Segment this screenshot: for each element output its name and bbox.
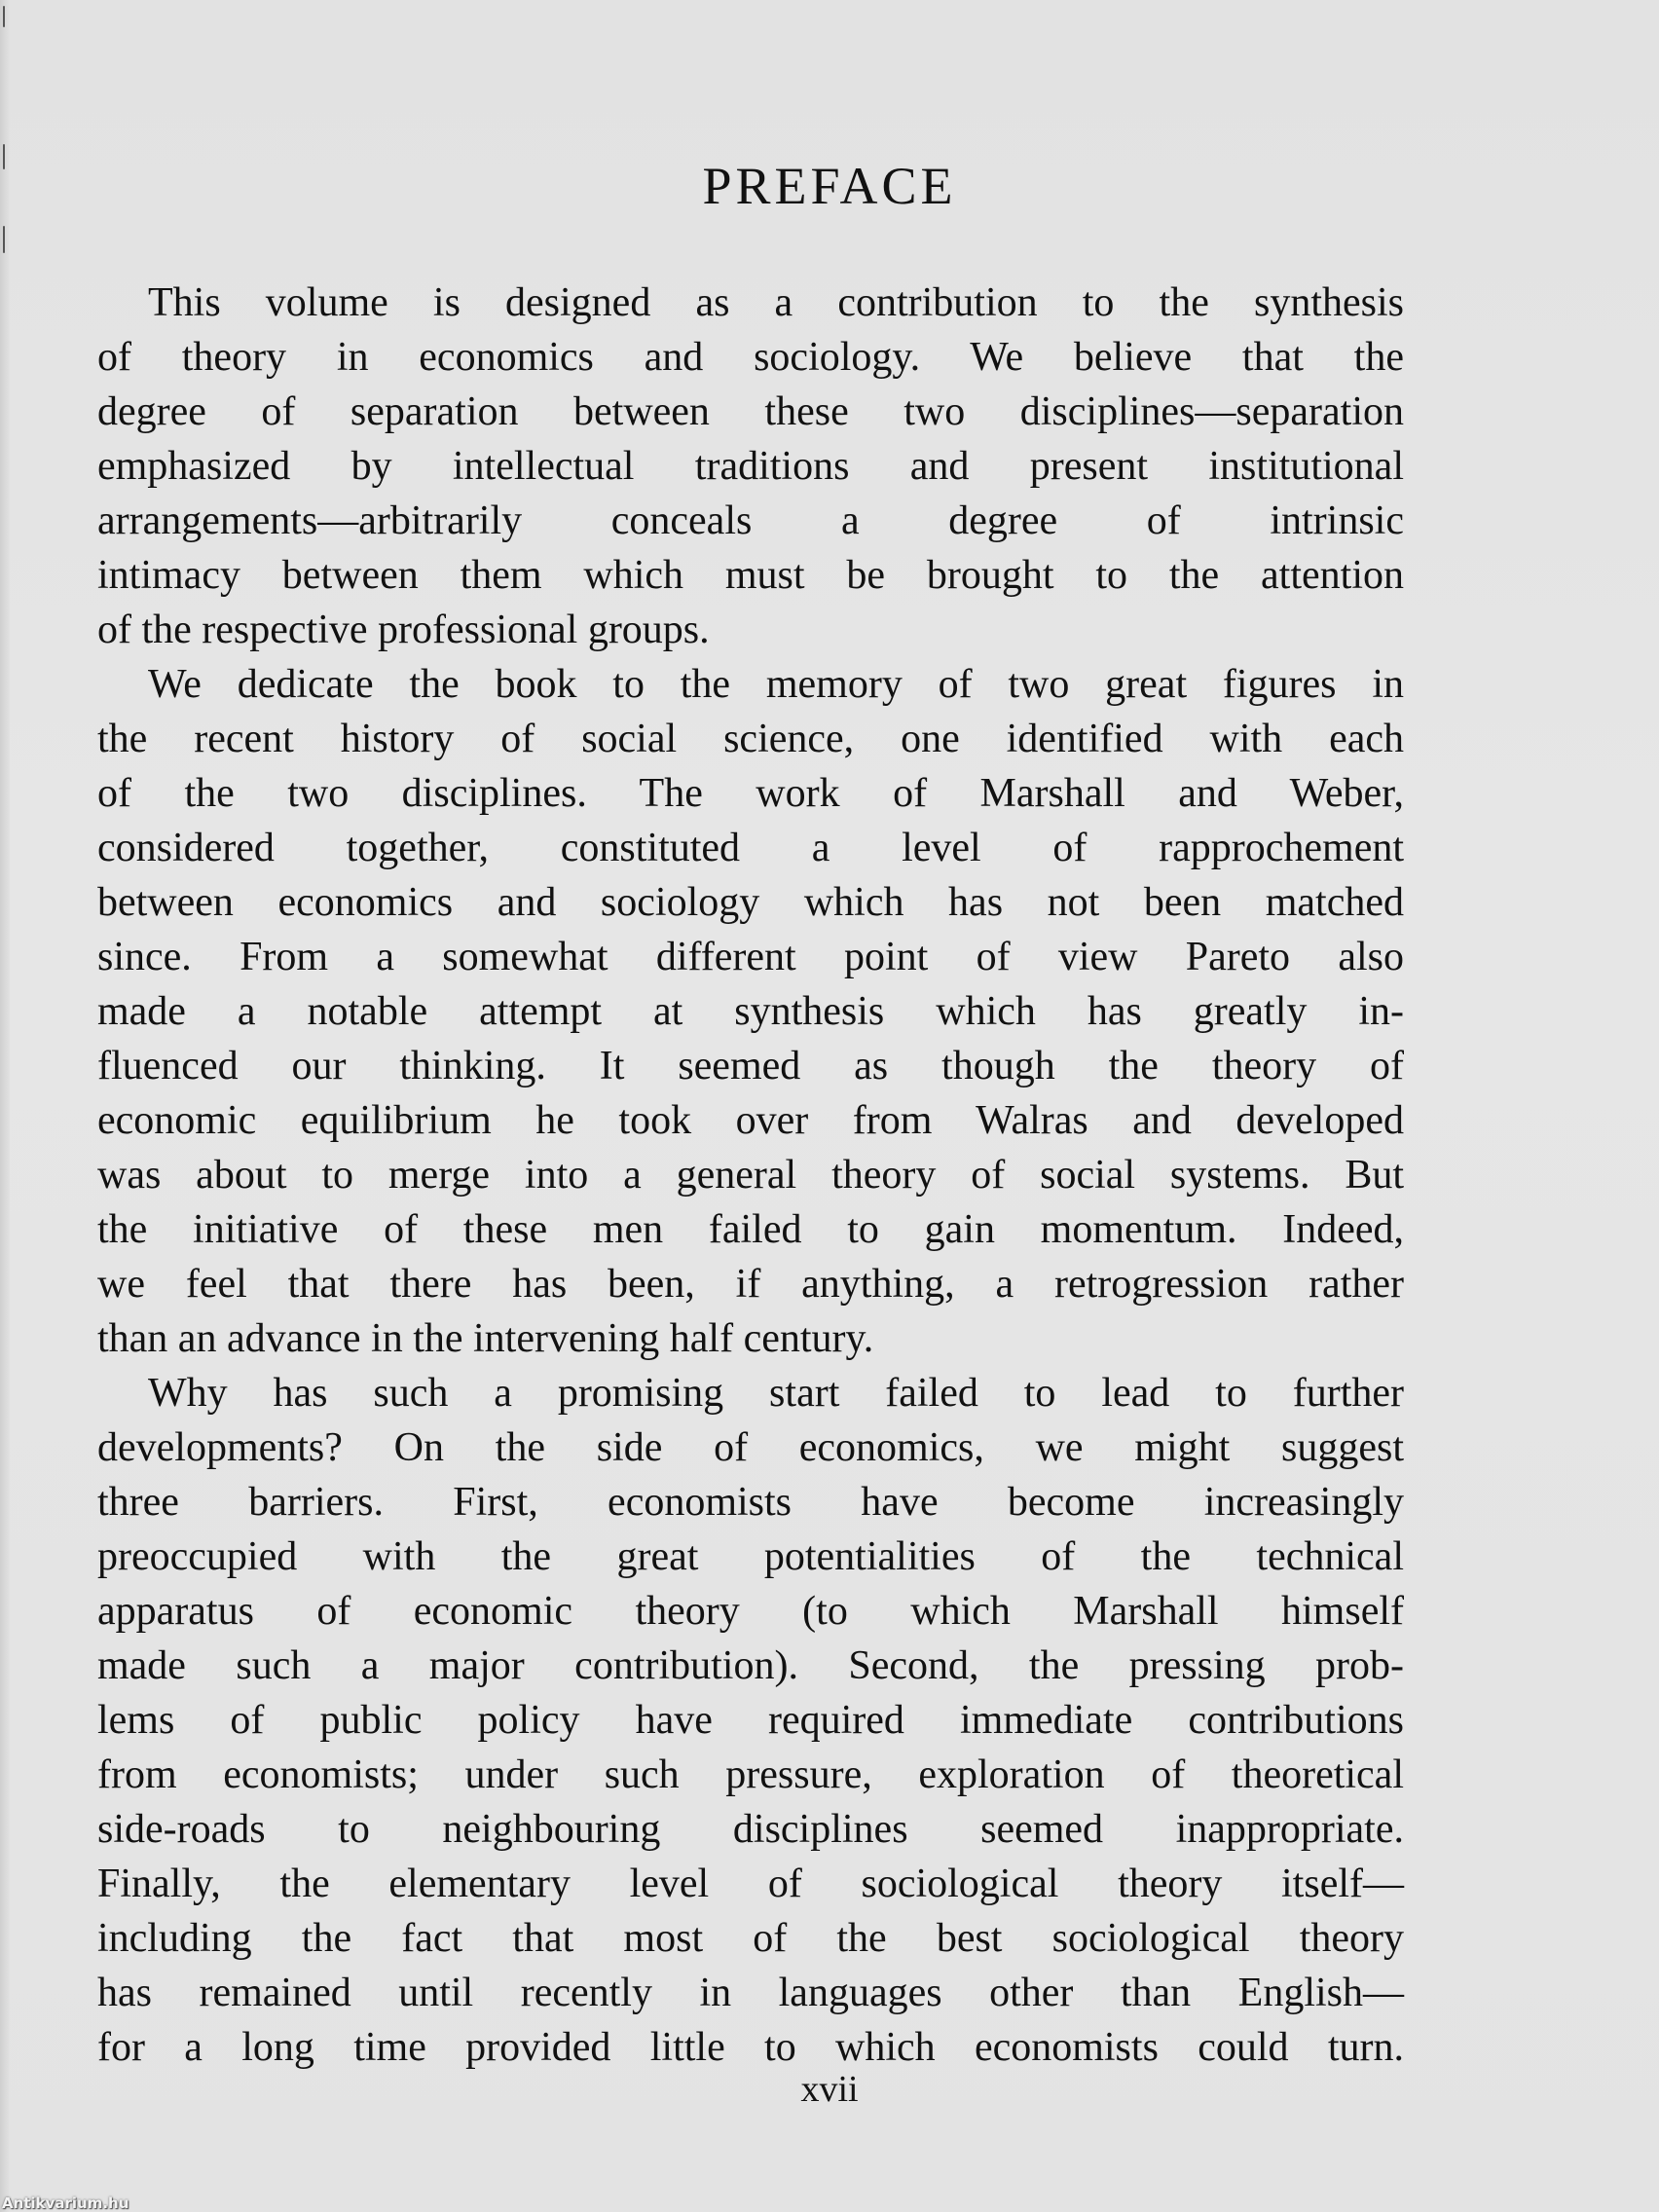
text-line: we feel that there has been, if anything, a retrogression rather <box>97 1262 1404 1307</box>
text-line: Finally, the elementary level of sociological theory itself— <box>97 1862 1404 1906</box>
paragraph-3 <box>97 1366 1404 2075</box>
text-line: was about to merge into a general theory of social systems. But <box>97 1153 1404 1198</box>
text-line: We dedicate the book to the memory of two great figures in <box>148 662 1404 707</box>
text-line: apparatus of economic theory (to which Marshall himself <box>97 1589 1404 1634</box>
paragraph-2 <box>97 657 1404 1366</box>
text-line: from economists; under such pressure, exploration of theoretical <box>97 1752 1404 1797</box>
text-line: emphasized by intellectual traditions and present institutional <box>97 444 1404 489</box>
paragraph-1 <box>97 276 1404 657</box>
text-line: intimacy between them which must be brought to the attention <box>97 553 1404 598</box>
text-line: since. From a somewhat different point of view Pareto also <box>97 935 1404 979</box>
text-line: the recent history of social science, one identified with each <box>97 717 1404 761</box>
edge-mark <box>3 6 5 27</box>
text-line: lems of public policy have required immediate contributions <box>97 1698 1404 1743</box>
text-line: of theory in economics and sociology. We believe that the <box>97 335 1404 380</box>
text-line: side-roads to neighbouring disciplines seemed inappropriate. <box>97 1807 1404 1852</box>
text-line: for a long time provided little to which economists could turn. <box>97 2025 1404 2070</box>
text-line: made a notable attempt at synthesis which has greatly in- <box>97 989 1404 1034</box>
text-line: fluenced our thinking. It seemed as though the theory of <box>97 1044 1404 1088</box>
text-line: considered together, constituted a level of rapprochement <box>97 826 1404 870</box>
page-title: PREFACE <box>702 157 957 215</box>
text-line: than an advance in the intervening half century. <box>97 1316 874 1361</box>
text-line: has remained until recently in languages other than English— <box>97 1971 1404 2015</box>
edge-mark <box>3 226 5 253</box>
text-line: including the fact that most of the best sociological theory <box>97 1916 1404 1961</box>
text-line: of the two disciplines. The work of Marshall and Weber, <box>97 771 1404 816</box>
page-left-edge <box>0 0 10 2212</box>
text-line: developments? On the side of economics, we might suggest <box>97 1425 1404 1470</box>
page-number: xvii <box>800 2069 859 2110</box>
text-line: of the respective professional groups. <box>97 608 710 652</box>
text-line: between economics and sociology which has not been matched <box>97 880 1404 925</box>
preface-body <box>97 276 1404 2075</box>
text-line: three barriers. First, economists have become increasingly <box>97 1480 1404 1525</box>
text-line: preoccupied with the great potentialities of the technical <box>97 1534 1404 1579</box>
text-line: economic equilibrium he took over from Walras and developed <box>97 1098 1404 1143</box>
text-line: degree of separation between these two disciplines—separation <box>97 389 1404 434</box>
text-line: Why has such a promising start failed to lead to further <box>148 1371 1404 1416</box>
text-line: made such a major contribution). Second, the pressing prob- <box>97 1643 1404 1688</box>
text-line: This volume is designed as a contribution to the synthesis <box>148 280 1404 325</box>
text-line: arrangements—arbitrarily conceals a degree of intrinsic <box>97 498 1404 543</box>
watermark-logo: Antikvarium.hu <box>2 2194 129 2212</box>
text-line: the initiative of these men failed to gain momentum. Indeed, <box>97 1207 1404 1252</box>
